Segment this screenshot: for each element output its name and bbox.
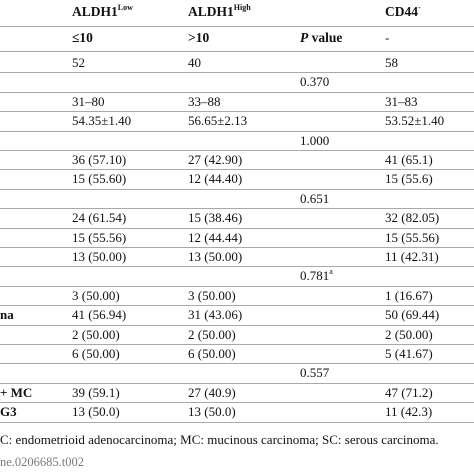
row-rule: [0, 169, 474, 170]
cell-cd44-neg: 1 (16.67): [385, 287, 433, 303]
cell-aldh1-low: 39 (59.1): [72, 384, 120, 400]
row-rule: [0, 325, 474, 326]
cell-aldh1-high: 56.65±2.13: [188, 113, 248, 129]
cell-cd44-neg: 47 (71.2): [385, 384, 433, 400]
cell-aldh1-high: 2 (50.00): [188, 326, 236, 342]
cell-aldh1-low: 13 (50.00): [72, 249, 127, 264]
row-rule: [0, 228, 474, 229]
cell-aldh1-high: 40: [188, 55, 201, 70]
row-rule: [0, 383, 474, 384]
cell-aldh1-low: 6 (50.00): [72, 346, 120, 361]
cell-cd44-neg: 53.52±1.40: [385, 113, 445, 129]
row-rule: [0, 247, 474, 248]
row-label: G3: [0, 404, 17, 420]
cell-p-value: 0.781$^a$: [300, 267, 333, 284]
cell-cd44-neg: 50 (69.44): [385, 307, 440, 323]
row-rule: [0, 72, 474, 73]
row-rule: [0, 422, 474, 423]
row-rule: [0, 266, 474, 267]
col-header-aldh1-low: $ALDH1^{Low}$: [72, 2, 133, 19]
cell-cd44-neg: 15 (55.6): [385, 171, 433, 187]
cell-aldh1-low: 52: [72, 55, 85, 70]
cell-aldh1-low: 36 (57.10): [72, 152, 127, 167]
subheader-rule: [0, 51, 474, 52]
row-rule: [0, 189, 474, 190]
row-rule: [0, 402, 474, 403]
row-rule: [0, 305, 474, 306]
cell-aldh1-low: 13 (50.0): [72, 404, 120, 420]
cell-aldh1-low: 15 (55.60): [72, 171, 127, 187]
cell-cd44-neg: 32 (82.05): [385, 210, 440, 226]
cell-aldh1-low: 3 (50.00): [72, 287, 120, 303]
row-rule: [0, 111, 474, 112]
row-rule: [0, 208, 474, 209]
cell-cd44-neg: 5 (41.67): [385, 346, 433, 361]
subheader-col2: >10: [188, 30, 210, 45]
cell-cd44-neg: 15 (55.56): [385, 229, 440, 245]
subheader-col1: ≤10: [72, 30, 93, 45]
cell-aldh1-high: 6 (50.00): [188, 346, 236, 361]
cell-aldh1-high: 27 (42.90): [188, 152, 243, 167]
row-rule: [0, 92, 474, 93]
doi-link[interactable]: ne.0206685.t002: [0, 455, 85, 469]
col-header-cd44-neg: CD44-: [385, 2, 421, 19]
col-header-aldh1-high: $ALDH1^{High}$: [188, 2, 251, 19]
cell-cd44-neg: 31–83: [385, 93, 418, 109]
header-rule: [0, 26, 474, 27]
cell-cd44-neg: 11 (42.3): [385, 404, 433, 420]
cell-aldh1-low: 24 (61.54): [72, 210, 127, 226]
cell-aldh1-low: 15 (55.56): [72, 229, 127, 245]
cell-aldh1-high: 15 (38.46): [188, 210, 243, 226]
cell-cd44-neg: 2 (50.00): [385, 326, 433, 342]
row-rule: [0, 363, 474, 364]
row-label: na: [0, 307, 14, 323]
subheader-col4: -: [385, 30, 390, 45]
table-footnote: C: endometrioid adenocarcinoma; MC: mucinous carcinoma; SC: serous carcinoma.: [0, 432, 439, 447]
cell-aldh1-high: 3 (50.00): [188, 287, 236, 303]
cell-p-value: 0.370: [300, 74, 330, 90]
row-rule: [0, 286, 474, 287]
cell-cd44-neg: 41 (65.1): [385, 152, 433, 167]
cell-aldh1-low: 41 (56.94): [72, 307, 127, 323]
cell-aldh1-high: 12 (44.40): [188, 171, 243, 187]
subheader-p-value: P value: [300, 30, 343, 45]
cell-aldh1-high: 33–88: [188, 93, 221, 109]
cell-aldh1-low: 31–80: [72, 93, 105, 109]
row-rule: [0, 344, 474, 345]
cell-p-value: 0.651: [300, 190, 330, 206]
cell-p-value: 1.000: [300, 132, 330, 148]
cell-cd44-neg: 11 (42.31): [385, 249, 439, 264]
row-rule: [0, 131, 474, 132]
cell-aldh1-high: 12 (44.44): [188, 229, 243, 245]
cell-aldh1-high: 13 (50.00): [188, 249, 243, 264]
cell-aldh1-low: 2 (50.00): [72, 326, 120, 342]
cell-aldh1-high: 13 (50.0): [188, 404, 236, 420]
row-label: + MC: [0, 384, 33, 400]
cell-p-value: 0.557: [300, 365, 330, 381]
cell-cd44-neg: 58: [385, 55, 398, 70]
cell-aldh1-high: 31 (43.06): [188, 307, 243, 323]
cell-aldh1-low: 54.35±1.40: [72, 113, 132, 129]
cell-aldh1-high: 27 (40.9): [188, 384, 236, 400]
row-rule: [0, 150, 474, 151]
